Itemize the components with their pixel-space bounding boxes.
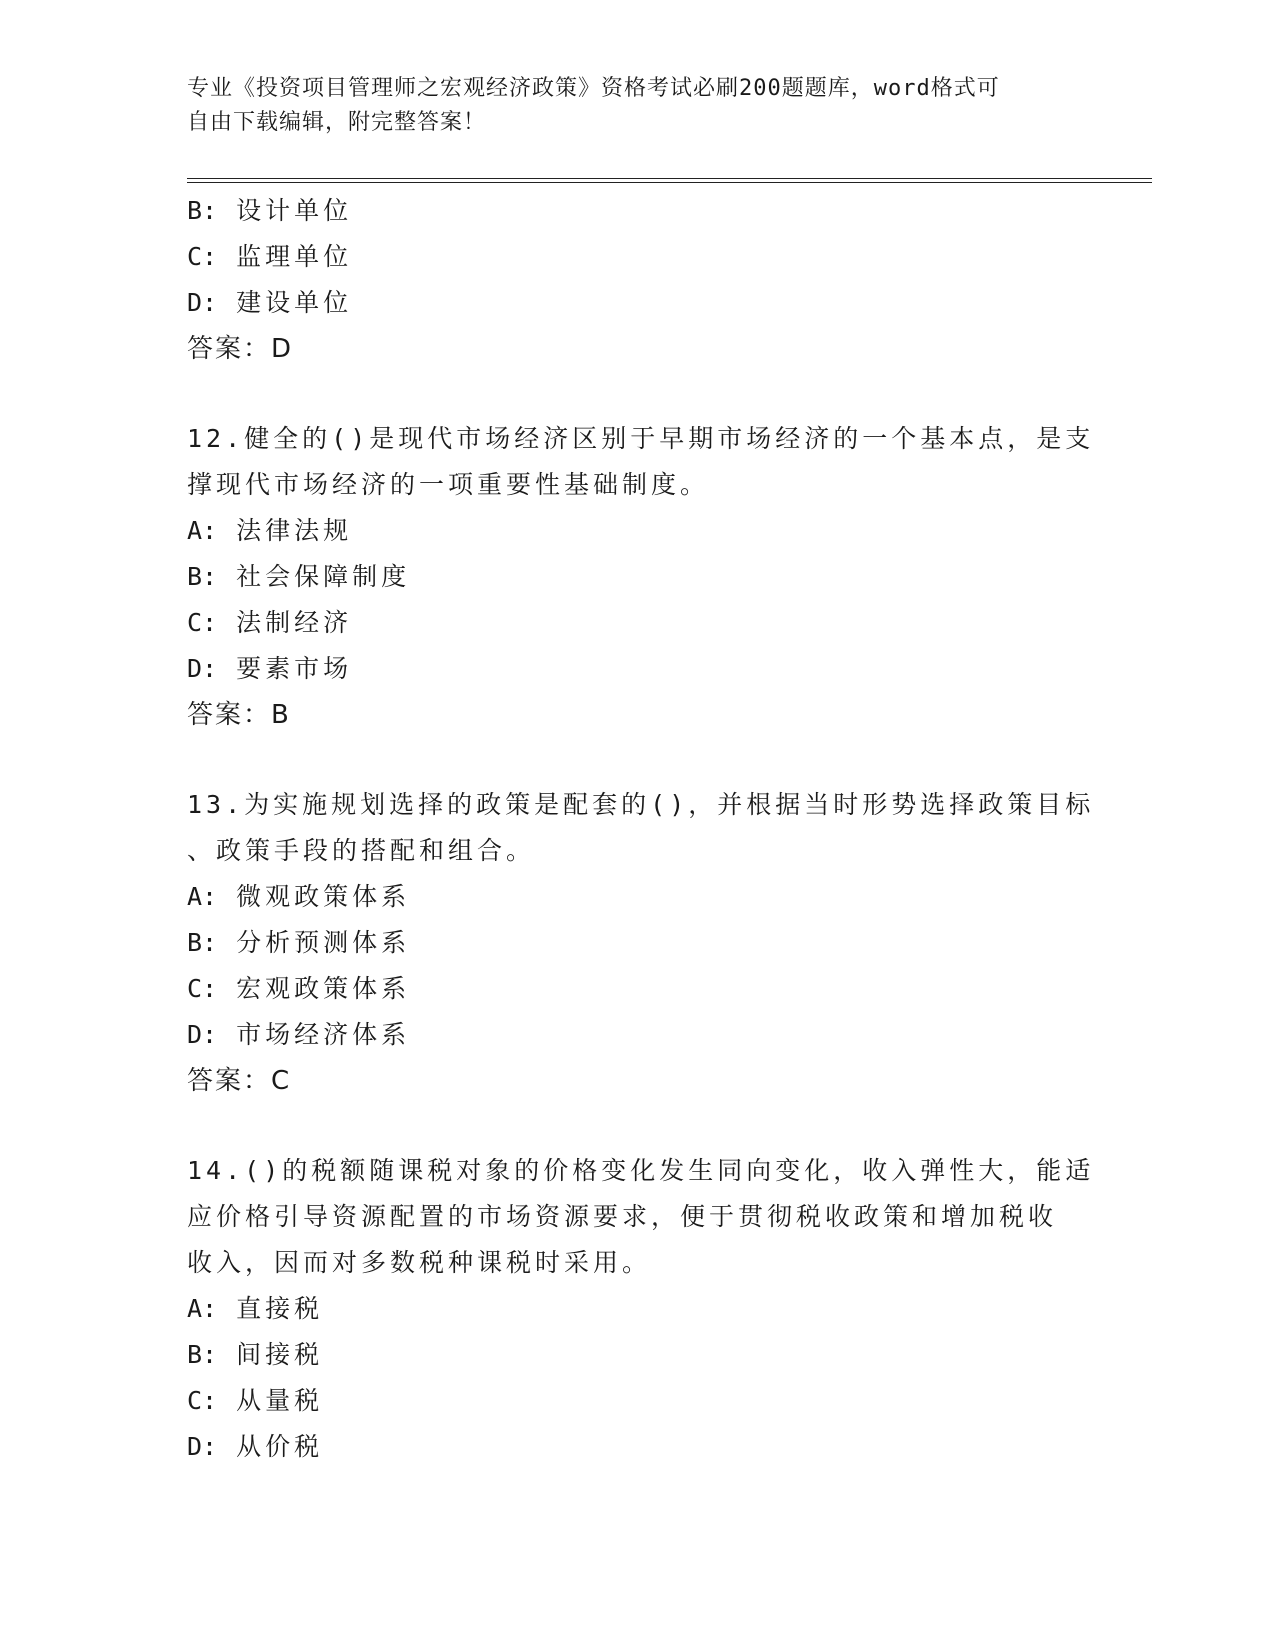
question-11 bbox=[187, 188, 1087, 372]
option-c: C: 从量税 bbox=[187, 1386, 324, 1415]
option-b: B: 间接税 bbox=[187, 1340, 324, 1369]
question-stem-line: 、政策手段的搭配和组合。 bbox=[187, 836, 536, 865]
question-stem-line: 应价格引导资源配置的市场资源要求，便于贯彻税收政策和增加税收 bbox=[187, 1202, 1058, 1231]
document-header bbox=[187, 72, 1067, 140]
option-d: D: 从价税 bbox=[187, 1432, 324, 1461]
question-14 bbox=[187, 1148, 1095, 1470]
option-a: A: 微观政策体系 bbox=[187, 882, 411, 911]
option-b: B: 设计单位 bbox=[187, 196, 353, 225]
question-13 bbox=[187, 782, 1095, 1104]
option-d: D: 建设单位 bbox=[187, 288, 353, 317]
option-c: C: 宏观政策体系 bbox=[187, 974, 411, 1003]
question-stem-line: 13.为实施规划选择的政策是配套的()，并根据当时形势选择政策目标 bbox=[187, 790, 1095, 819]
option-a: A: 法律法规 bbox=[187, 516, 353, 545]
answer: 答案：C bbox=[187, 1066, 292, 1096]
question-stem-line: 12.健全的()是现代市场经济区别于早期市场经济的一个基本点，是支 bbox=[187, 424, 1095, 453]
option-a: A: 直接税 bbox=[187, 1294, 324, 1323]
option-d: D: 市场经济体系 bbox=[187, 1020, 411, 1049]
header-line-2: 自由下载编辑，附完整答案！ bbox=[187, 110, 487, 135]
header-divider bbox=[187, 178, 1152, 183]
question-stem-line: 撑现代市场经济的一项重要性基础制度。 bbox=[187, 470, 710, 499]
question-stem-line: 收入，因而对多数税种课税时采用。 bbox=[187, 1248, 652, 1277]
option-c: C: 法制经济 bbox=[187, 608, 353, 637]
option-d: D: 要素市场 bbox=[187, 654, 353, 683]
question-12 bbox=[187, 416, 1095, 738]
header-line-1: 专业《投资项目管理师之宏观经济政策》资格考试必刷200题题库，word格式可 bbox=[187, 76, 1000, 101]
answer: 答案：B bbox=[187, 700, 291, 730]
question-stem-line: 14.()的税额随课税对象的价格变化发生同向变化，收入弹性大，能适 bbox=[187, 1156, 1095, 1185]
option-b: B: 社会保障制度 bbox=[187, 562, 411, 591]
option-c: C: 监理单位 bbox=[187, 242, 353, 271]
question-list bbox=[187, 188, 1095, 1470]
option-b: B: 分析预测体系 bbox=[187, 928, 411, 957]
answer: 答案：D bbox=[187, 334, 294, 364]
